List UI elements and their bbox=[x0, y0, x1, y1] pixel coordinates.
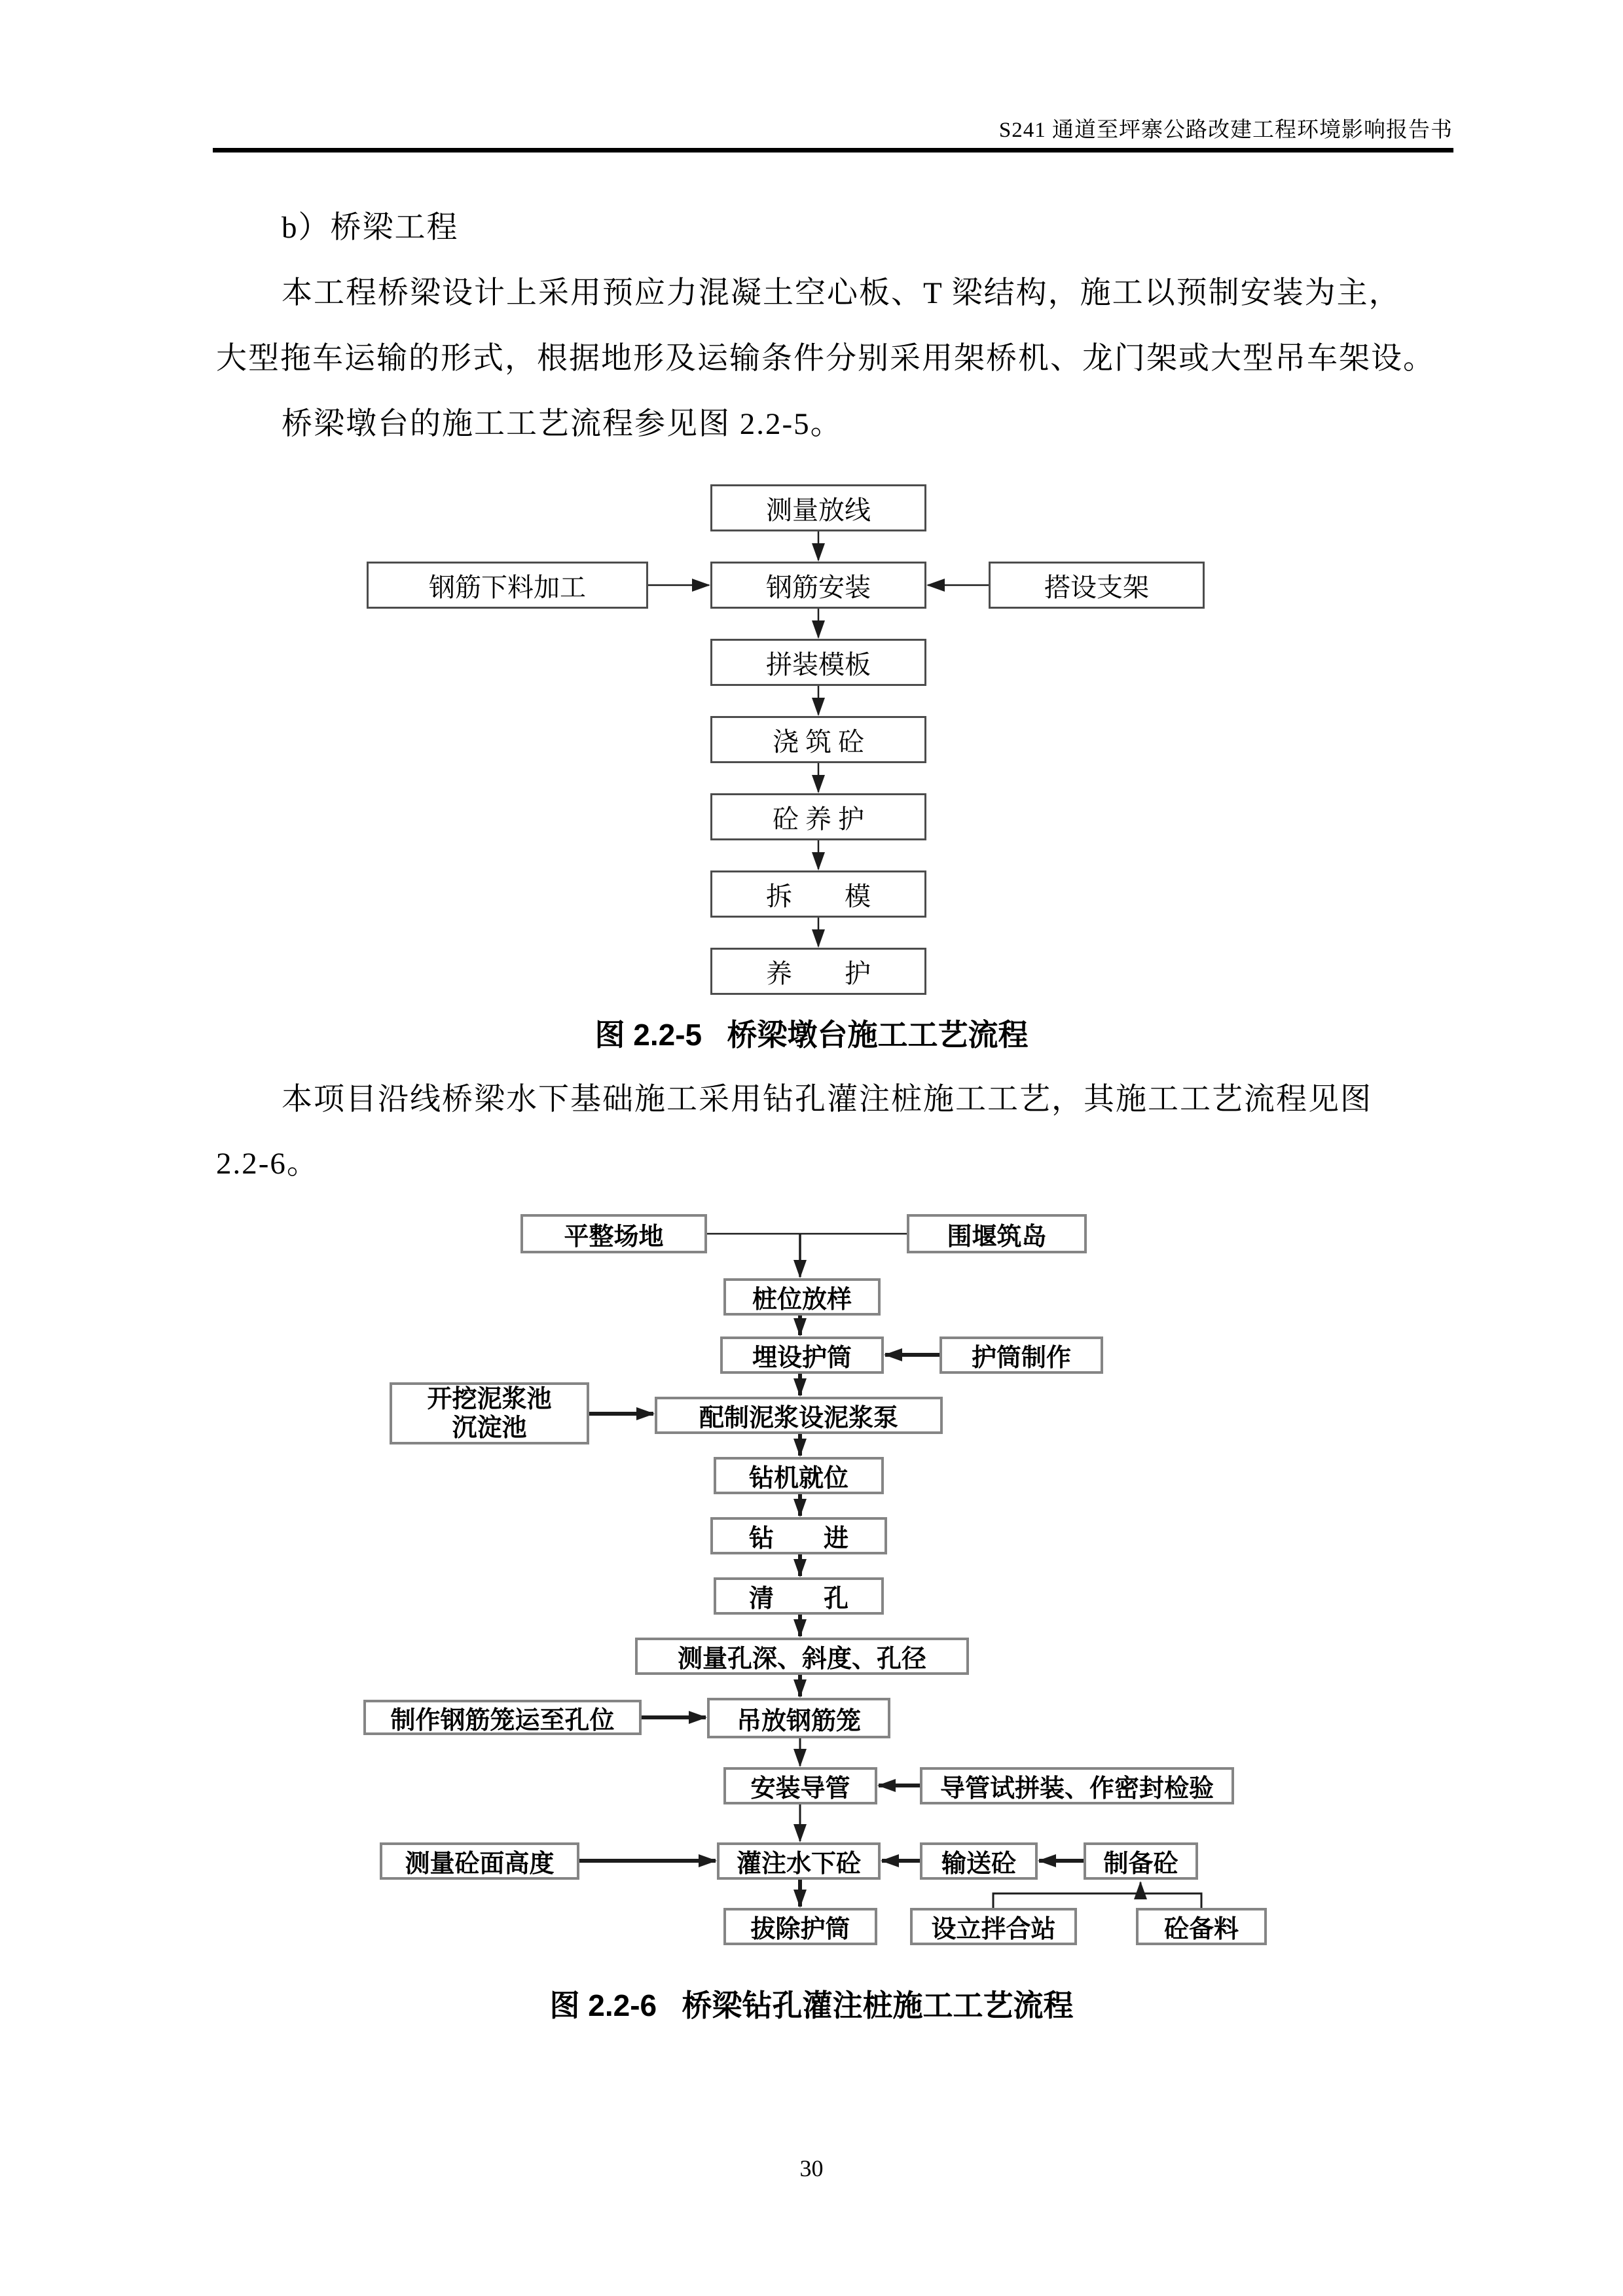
flow-box-scaffold: 搭设支架 bbox=[989, 562, 1205, 609]
flow-box-drill: 钻 进 bbox=[710, 1517, 887, 1554]
paragraph1-line1: 本工程桥梁设计上采用预应力混凝土空心板、T 梁结构，施工以预制安装为主， bbox=[282, 276, 1401, 310]
flow-box-tremie-test: 导管试拼装、作密封检验 bbox=[920, 1767, 1234, 1804]
paragraph1-line2: 大型拖车运输的形式，根据地形及运输条件分别采用架桥机、龙门架或大型吊车架设。 bbox=[216, 342, 1435, 376]
flow-box-pour-concrete: 浇 筑 砼 bbox=[710, 716, 926, 763]
flow-box-cure-concrete: 砼 养 护 bbox=[710, 793, 926, 840]
flow-box-pile-layout: 桩位放样 bbox=[723, 1278, 881, 1316]
flow-box-cofferdam: 围堰筑岛 bbox=[907, 1214, 1087, 1253]
flow-box-pour-underwater: 灌注水下砼 bbox=[717, 1842, 881, 1880]
flow-box-cure-final: 养 护 bbox=[710, 948, 926, 995]
flow-box-mud-mix: 配制泥浆设泥浆泵 bbox=[655, 1397, 943, 1434]
flow-box-clean-hole: 清 孔 bbox=[714, 1577, 884, 1615]
flow-box-drill-position: 钻机就位 bbox=[714, 1457, 884, 1494]
flow-box-survey: 测量放线 bbox=[710, 484, 926, 531]
flow-box-rebar-install: 钢筋安装 bbox=[710, 562, 926, 609]
flow-box-measure-hole: 测量孔深、斜度、孔径 bbox=[635, 1638, 969, 1675]
flow-box-cage-lower: 吊放钢筋笼 bbox=[707, 1698, 890, 1738]
flow-box-prepare-concrete: 制备砼 bbox=[1084, 1842, 1198, 1880]
section-heading: b）桥梁工程 bbox=[282, 211, 459, 245]
figure-2-flowchart bbox=[0, 1208, 1623, 1960]
flow-box-material: 砼备料 bbox=[1136, 1908, 1267, 1945]
figure-1-flowchart bbox=[0, 481, 1623, 1005]
figure-2-caption: 图 2.2-6 桥梁钻孔灌注桩施工工艺流程 bbox=[549, 1988, 1074, 2022]
flow-box-convey-concrete: 输送砼 bbox=[920, 1842, 1038, 1880]
mud-pit-line1: 开挖泥浆池 bbox=[427, 1385, 552, 1413]
flow-box-rebar-cut: 钢筋下料加工 bbox=[367, 562, 648, 609]
flow-box-formwork: 拼装模板 bbox=[710, 639, 926, 686]
flow-box-strip-form: 拆 模 bbox=[710, 870, 926, 918]
header-rule bbox=[213, 148, 1453, 152]
flow-box-casing-make: 护筒制作 bbox=[939, 1336, 1103, 1374]
header-title: S241 通道至坪寨公路改建工程环境影响报告书 bbox=[998, 118, 1453, 142]
figure-1-caption: 图 2.2-5 桥梁墩台施工工艺流程 bbox=[594, 1018, 1029, 1052]
flow-box-mixing-station: 设立拌合站 bbox=[910, 1908, 1077, 1945]
paragraph1-line3: 桥梁墩台的施工工艺流程参见图 2.2-5。 bbox=[282, 407, 843, 441]
flow-box-mud-pit bbox=[390, 1382, 589, 1444]
mud-pit-line2: 沉淀池 bbox=[452, 1414, 527, 1442]
paragraph2-line2: 2.2-6。 bbox=[216, 1147, 319, 1181]
flow-box-measure-level: 测量砼面高度 bbox=[380, 1842, 579, 1880]
flow-box-cage-make: 制作钢筋笼运至孔位 bbox=[363, 1700, 642, 1735]
flow-box-casing-embed: 埋设护筒 bbox=[720, 1336, 884, 1374]
flow-box-level-site: 平整场地 bbox=[520, 1214, 707, 1253]
flow-box-tremie-install: 安装导管 bbox=[723, 1767, 877, 1804]
paragraph2-line1: 本项目沿线桥梁水下基础施工采用钻孔灌注桩施工工艺，其施工工艺流程见图 bbox=[282, 1083, 1372, 1117]
flow-box-casing-remove: 拔除护筒 bbox=[723, 1908, 877, 1945]
page-number: 30 bbox=[799, 2155, 824, 2181]
